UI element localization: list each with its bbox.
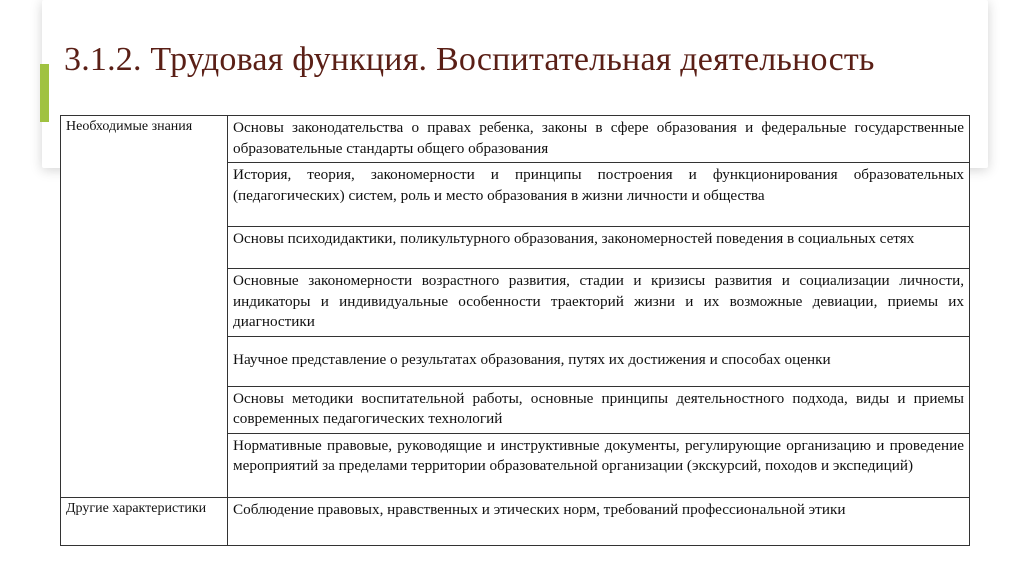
knowledge-item: Нормативные правовые, руководящие и инструктивные документы, регулирующие организацию и проведение мероприятий за пределами территории образовательной организации (экскурсий, походов и экспедиций) bbox=[228, 433, 970, 497]
page-title: 3.1.2. Трудовая функция. Воспитательная деятельность bbox=[64, 41, 875, 78]
knowledge-item: Основы методики воспитательной работы, основные принципы деятельностного подхода, виды и приемы современных педагогических технологий bbox=[228, 386, 970, 433]
accent-bar bbox=[40, 64, 49, 122]
competency-table bbox=[60, 115, 970, 546]
knowledge-item: Основы законодательства о правах ребенка, законы в сфере образования и федеральные государственные образовательные стандарты общего образования bbox=[228, 116, 970, 163]
knowledge-item: Основы психодидактики, поликультурного образования, закономерностей поведения в социальных сетях bbox=[228, 227, 970, 269]
knowledge-item: История, теория, закономерности и принципы построения и функционирования образовательных (педагогических) систем, роль и место образования в жизни личности и общества bbox=[228, 163, 970, 227]
knowledge-item: Основные закономерности возрастного развития, стадии и кризисы развития и социализации личности, индикаторы и индивидуальные особенности траекторий жизни и их возможные девиации, приемы их диагностики bbox=[228, 269, 970, 337]
table-row bbox=[61, 116, 970, 163]
knowledge-item: Научное представление о результатах образования, путях их достижения и способах оценки bbox=[228, 336, 970, 386]
other-characteristics-item: Соблюдение правовых, нравственных и этических норм, требований профессиональной этики bbox=[228, 497, 970, 545]
other-characteristics-label: Другие характеристики bbox=[61, 497, 228, 545]
table-row bbox=[61, 497, 970, 545]
knowledge-label: Необходимые знания bbox=[61, 116, 228, 498]
